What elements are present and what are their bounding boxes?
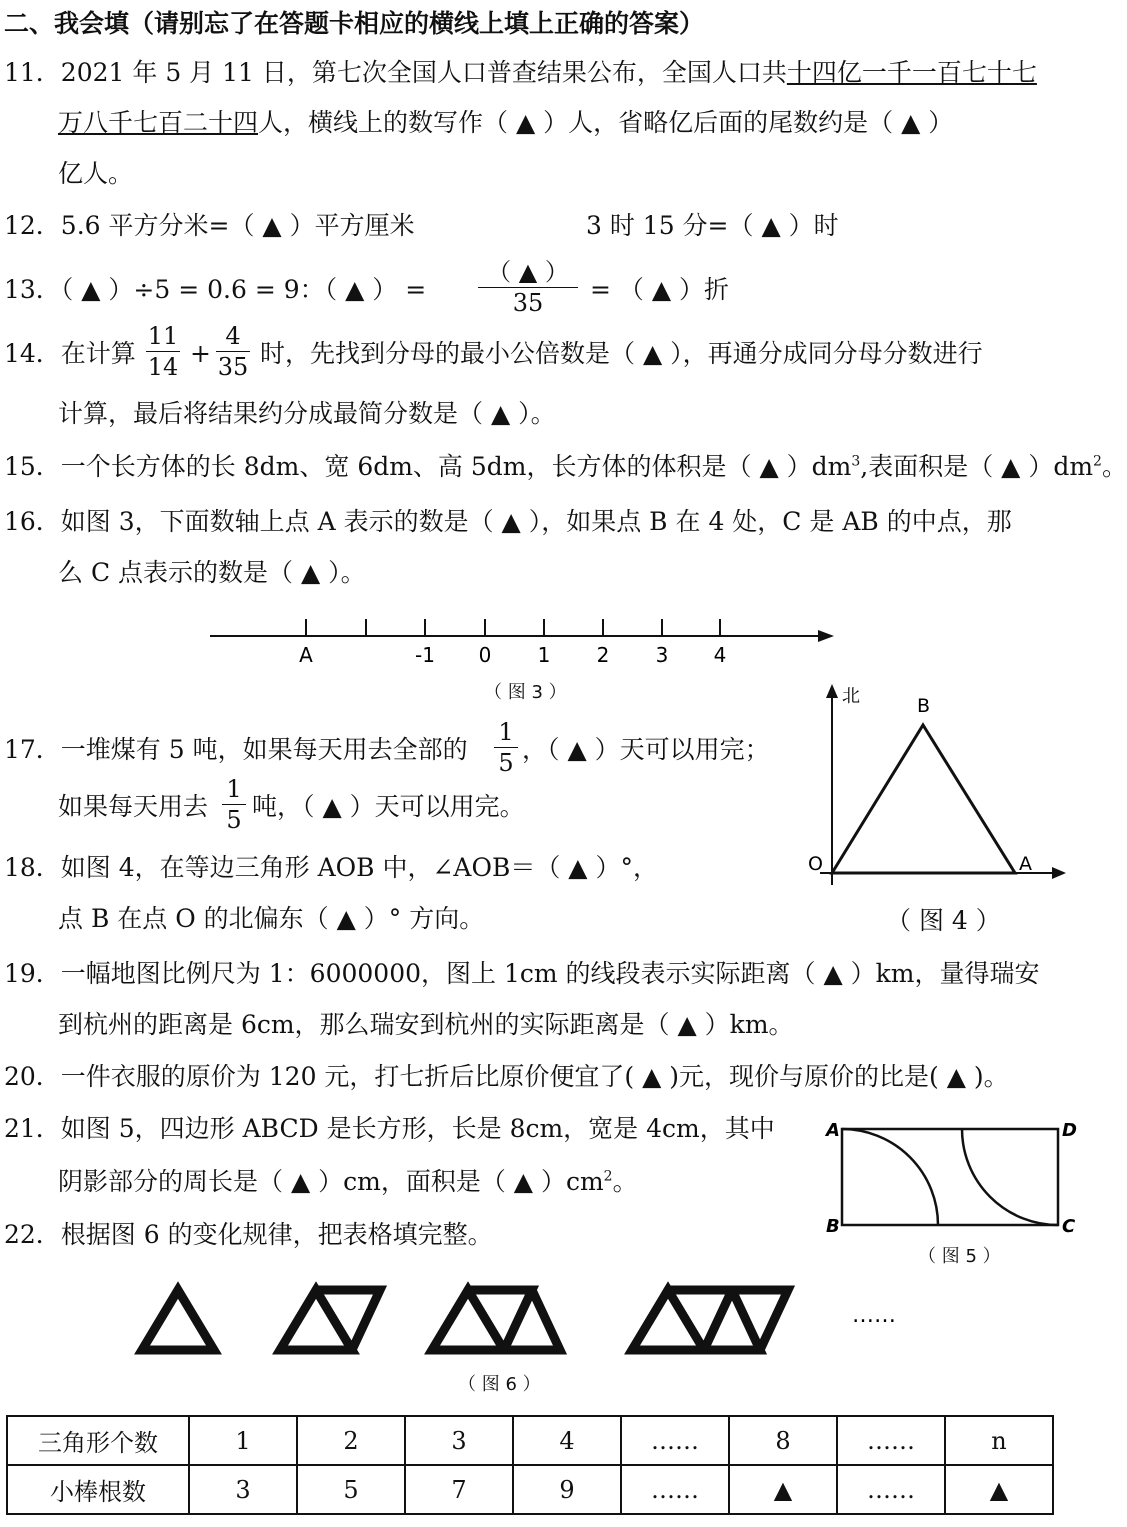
table-cell: 3	[189, 1465, 297, 1514]
table-cell: 7	[405, 1465, 513, 1514]
table-cell: ……	[837, 1465, 945, 1514]
number-line-figure	[0, 610, 860, 680]
q18-line1: 18．如图 4，在等边三角形 AOB 中，∠AOB＝（ ▲ ）°，	[4, 853, 658, 882]
table-cell: ▲	[729, 1465, 837, 1514]
q22-line: 22．根据图 6 的变化规律，把表格填完整。	[4, 1220, 493, 1249]
north-label: 北	[842, 686, 860, 707]
q12-part-b: 3 时 15 分=（ ▲ ）时	[586, 211, 839, 240]
q14-part-a: 14．在计算	[4, 339, 136, 368]
rectangle-figure	[818, 1114, 1080, 1242]
q16-line2: 么 C 点表示的数是（ ▲ ）。	[58, 558, 366, 587]
table-cell: 小棒根数	[7, 1465, 189, 1514]
q19-line1: 19．一幅地图比例尺为 1：6000000，图上 1cm 的线段表示实际距离（ ▲ ）km，量得瑞安	[4, 959, 1040, 988]
fig4-caption: （ 图 4 ）	[886, 906, 1001, 935]
q14-part-b: 时，先找到分母的最小公倍数是（ ▲ ），再通分成同分母分数进行	[260, 339, 983, 368]
q15-line: 15．一个长方体的长 8dm、宽 6dm、高 5dm，长方体的体积是（ ▲ ）$dm^3$,表面积是（ ▲ ）$dm^2$。	[4, 452, 1127, 481]
q17-line1-a: 17．一堆煤有 5 吨，如果每天用去全部的	[4, 735, 468, 764]
table-cell: ……	[621, 1465, 729, 1514]
fig6-ellipsis: ……	[852, 1303, 896, 1328]
matchstick-figure	[0, 1270, 1000, 1360]
q12-part-a: 12．5.6 平方分米=（ ▲ ）平方厘米	[4, 211, 415, 240]
corner-d-label: D	[1062, 1120, 1077, 1141]
axis-label-a: A	[299, 643, 313, 667]
q19-line2: 到杭州的距离是 6cm，那么瑞安到杭州的实际距离是（ ▲ ）km。	[58, 1010, 794, 1039]
fig6-caption: （ 图 6 ）	[458, 1374, 541, 1395]
table-cell: ……	[837, 1416, 945, 1465]
table-row	[7, 1465, 1053, 1514]
vertex-b-label: B	[917, 695, 931, 717]
section-title: 二、我会填（请别忘了在答题卡相应的横线上填上正确的答案）	[4, 9, 705, 38]
table-cell: 4	[513, 1416, 621, 1465]
table-cell: 3	[405, 1416, 513, 1465]
q11-line2: 万八千七百二十四人，横线上的数写作（ ▲ ）人，省略亿后面的尾数约是（ ▲ ）	[58, 108, 954, 137]
q13-fraction: （ ▲ ） 35	[478, 258, 578, 317]
axis-label-3: 3	[655, 643, 669, 667]
q17-line1-b: ，（ ▲ ）天可以用完；	[522, 735, 770, 764]
q11-line3: 亿人。	[58, 159, 134, 188]
q14-plus: +	[190, 339, 211, 368]
table-row	[7, 1416, 1053, 1465]
q17-fraction-2: 1 5	[222, 775, 246, 834]
table-cell: 2	[297, 1416, 405, 1465]
axis-label-1: 1	[537, 643, 551, 667]
q13-part-a: 13．（ ▲ ）÷5 = 0.6 = 9：（ ▲ ） =	[4, 275, 427, 304]
axis-label-4: 4	[713, 643, 727, 667]
pattern-table	[6, 1415, 1054, 1515]
table-cell: 1	[189, 1416, 297, 1465]
table-cell: 三角形个数	[7, 1416, 189, 1465]
fig3-caption: （ 图 3 ）	[484, 682, 567, 703]
table-cell: ▲	[945, 1465, 1053, 1514]
q14-fraction-2: 4 35	[217, 322, 249, 381]
q20-line: 20．一件衣服的原价为 120 元，打七折后比原价便宜了( ▲ )元，现价与原价的比是( ▲ )。	[4, 1062, 1009, 1091]
axis-label-0: 0	[478, 643, 492, 667]
table-cell: 8	[729, 1416, 837, 1465]
q21-line1: 21．如图 5，四边形 ABCD 是长方形，长是 8cm，宽是 4cm，其中	[4, 1114, 775, 1143]
q11-line1: 11．2021 年 5 月 11 日，第七次全国人口普查结果公布，全国人口共十四亿一千一百七十七	[4, 58, 1037, 87]
q16-line1: 16．如图 3，下面数轴上点 A 表示的数是（ ▲ ），如果点 B 在 4 处，C 是 AB 的中点，那	[4, 507, 1012, 536]
axis-label-neg1: -1	[415, 643, 435, 667]
vertex-o-label: O	[808, 853, 823, 875]
q14-fraction-1: 11 14	[147, 322, 179, 381]
fig5-caption: （ 图 5 ）	[918, 1246, 1001, 1267]
q18-line2: 点 B 在点 O 的北偏东（ ▲ ）° 方向。	[58, 904, 485, 933]
table-cell: ……	[621, 1416, 729, 1465]
corner-c-label: C	[1062, 1216, 1076, 1237]
corner-b-label: B	[826, 1216, 840, 1237]
q17-line2-a: 如果每天用去	[58, 792, 209, 821]
axis-label-2: 2	[596, 643, 610, 667]
q21-line2: 阴影部分的周长是（ ▲ ）cm，面积是（ ▲ ）$cm^2$。	[58, 1167, 638, 1196]
table-cell: 9	[513, 1465, 621, 1514]
table-cell: 5	[297, 1465, 405, 1514]
corner-a-label: A	[826, 1120, 840, 1141]
q17-line2-b: 吨，（ ▲ ）天可以用完。	[252, 792, 525, 821]
q14-line2: 计算，最后将结果约分成最简分数是（ ▲ ）。	[58, 399, 556, 428]
table-cell: n	[945, 1416, 1053, 1465]
triangle-figure	[800, 680, 1075, 890]
q13-part-b: = （ ▲ ）折	[590, 275, 730, 304]
vertex-a-label: A	[1019, 853, 1032, 875]
q17-fraction-1: 1 5	[494, 718, 518, 777]
